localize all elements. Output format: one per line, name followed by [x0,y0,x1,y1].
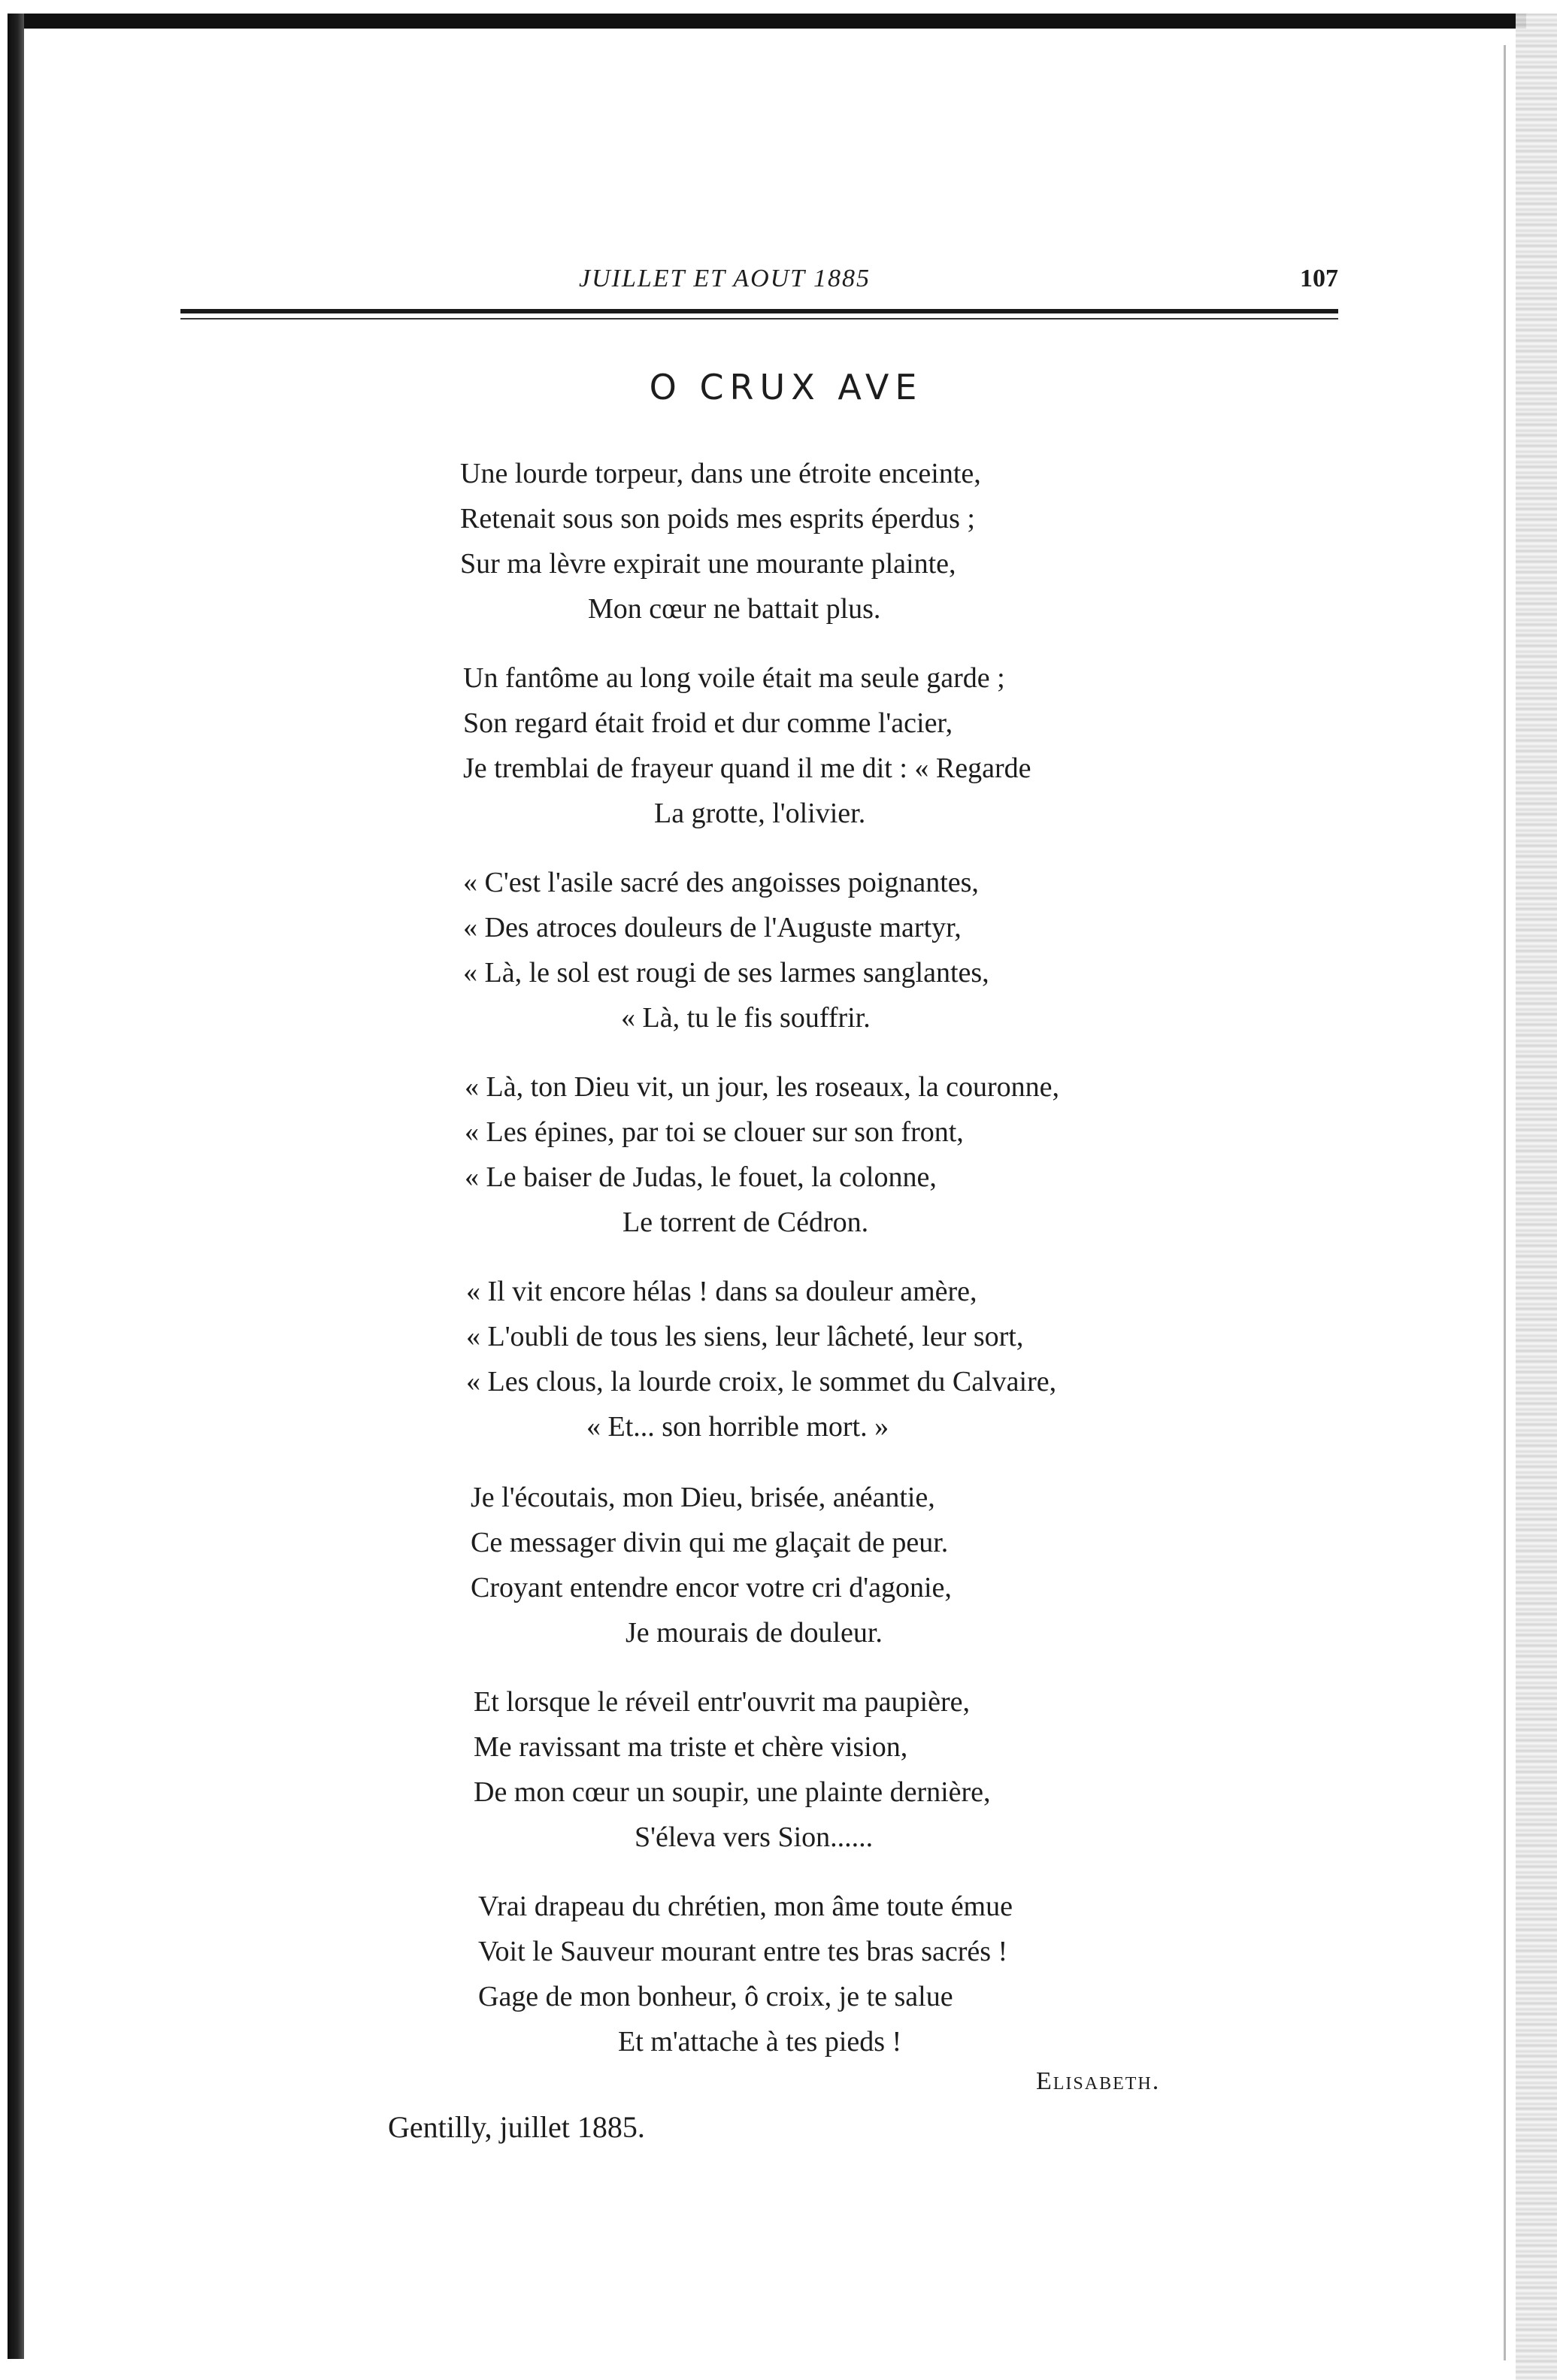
verse-line: Une lourde torpeur, dans une étroite enceinte, [460,458,981,489]
verse-line: « Les clous, la lourde croix, le sommet du Calvaire, [466,1366,1057,1397]
verse-line: Je mourais de douleur. [626,1617,883,1649]
verse-line: Me ravissant ma triste et chère vision, [474,1731,908,1763]
verse-line: Je l'écoutais, mon Dieu, brisée, anéantie, [471,1482,935,1513]
running-title: JUILLET ET AOUT 1885 [579,265,871,292]
dateline: Gentilly, juillet 1885. [388,2110,645,2144]
verse-line: « Là, tu le fis souffrir. [621,1002,871,1034]
verse-line: Je tremblai de frayeur quand il me dit : « Regarde [463,752,1031,784]
verse-line: S'éleva vers Sion...... [635,1821,874,1853]
verse-line: « Il vit encore hélas ! dans sa douleur amère, [466,1276,977,1307]
verse-line: « Là, ton Dieu vit, un jour, les roseaux, la couronne, [465,1071,1060,1103]
verse-line: Le torrent de Cédron. [622,1207,869,1238]
verse-line: Vrai drapeau du chrétien, mon âme toute émue [478,1891,1013,1922]
verse-line: Sur ma lèvre expirait une mourante plainte, [460,548,956,580]
author-signature: Elisabeth. [1036,2067,1161,2095]
header-rule-thin [180,318,1338,319]
poem-title: O CRUX AVE [649,367,923,407]
verse-line: Et m'attache à tes pieds ! [618,2026,902,2058]
verse-line: Son regard était froid et dur comme l'acier, [463,707,953,739]
verse-line: Gage de mon bonheur, ô croix, je te salue [478,1981,953,2012]
verse-line: « Et... son horrible mort. » [586,1411,889,1443]
verse-line: « L'oubli de tous les siens, leur lâcheté, leur sort, [466,1321,1024,1352]
verse-line: La grotte, l'olivier. [654,798,866,829]
verse-line: « C'est l'asile sacré des angoisses poignantes, [463,867,979,898]
verse-line: « Les épines, par toi se clouer sur son front, [465,1116,964,1148]
verse-line: Voit le Sauveur mourant entre tes bras sacrés ! [478,1936,1008,1967]
verse-line: Et lorsque le réveil entr'ouvrit ma paupière, [474,1686,970,1718]
header-rule [180,309,1338,313]
scan-top-edge [8,14,1526,29]
verse-line: « Là, le sol est rougi de ses larmes sanglantes, [463,957,989,989]
scan-left-edge [8,14,24,2359]
verse-line: « Des atroces douleurs de l'Auguste martyr, [463,912,962,943]
page-number: 107 [1300,265,1338,292]
verse-line: De mon cœur un soupir, une plainte dernière, [474,1776,991,1808]
verse-line: Mon cœur ne battait plus. [588,593,881,625]
running-head [173,265,1346,302]
verse-line: Retenait sous son poids mes esprits éperdus ; [460,503,975,534]
verse-line: Croyant entendre encor votre cri d'agonie, [471,1572,952,1603]
verse-line: « Le baiser de Judas, le fouet, la colonne, [465,1161,937,1193]
verse-line: Un fantôme au long voile était ma seule garde ; [463,662,1005,694]
verse-line: Ce messager divin qui me glaçait de peur. [471,1527,949,1558]
